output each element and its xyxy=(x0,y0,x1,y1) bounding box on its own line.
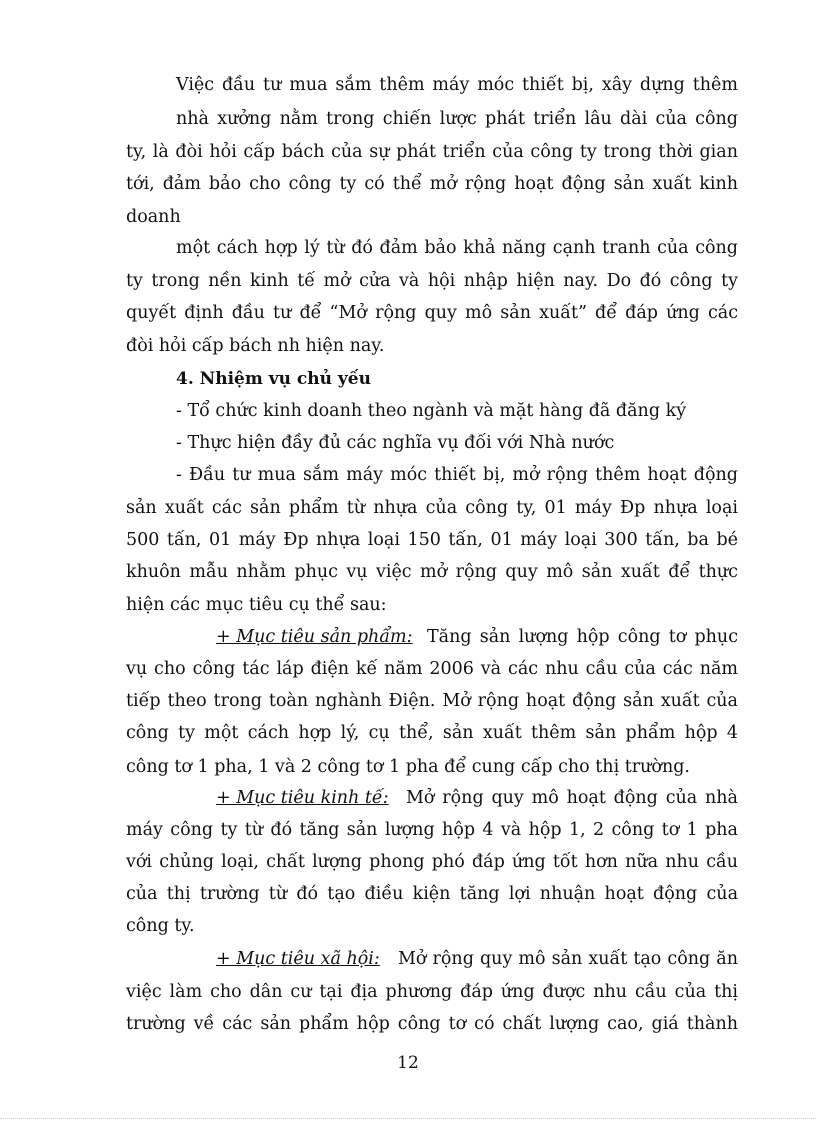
paragraph-line: một cách hợp lý từ đó đảm bảo khả năng cạnh tranh của công xyxy=(176,238,738,258)
social-goal-label xyxy=(216,948,380,970)
paragraph-line: với chủng loại, chất lượng phong phó đáp ứng tốt hơn nữa nhu cầu xyxy=(126,852,738,872)
social-goal-heading: + Mục tiêu xã hội: xyxy=(216,949,380,969)
paragraph-line: khuôn mẫu nhằm phục vụ việc mở rộng quy mô sản xuất để thực xyxy=(126,562,738,582)
paragraph-line: công ty một cách hợp lý, cụ thể, sản xuất thêm sản phẩm hộp 4 xyxy=(126,723,738,743)
list-item: - Tổ chức kinh doanh theo ngành và mặt hàng đã đăng ký xyxy=(176,401,687,421)
section-heading: 4. Nhiệm vụ chủ yếu xyxy=(176,369,371,389)
paragraph-line: việc làm cho dân cư tại địa phương đáp ứng được nhu cầu của thị xyxy=(126,982,738,1002)
page-number: 12 xyxy=(397,1053,419,1073)
paragraph-line: ty trong nền kinh tế mở cửa và hội nhập hiện nay. Do đó công ty xyxy=(126,271,738,291)
paragraph-line: 500 tấn, 01 máy Đp nhựa loại 150 tấn, 01 máy loại 300 tấn, ba bé xyxy=(126,530,738,550)
paragraph-line: nhà xưởng nằm trong chiến lược phát triển lâu dài của công xyxy=(176,109,738,129)
product-goal-heading: + Mục tiêu sản phẩm: xyxy=(216,627,413,647)
paragraph-line: vụ cho công tác láp điện kế năm 2006 và các nhu cầu của các năm xyxy=(126,659,738,679)
list-item: - Đầu tư mua sắm máy móc thiết bị, mở rộng thêm hoạt động xyxy=(176,465,738,485)
paragraph-line: của thị trường từ đó tạo điều kiện tăng lợi nhuận hoạt động của xyxy=(126,884,738,904)
paragraph-line: Mở rộng quy mô hoạt động của nhà xyxy=(406,788,738,808)
paragraph-line: đòi hỏi cấp bách nh hiện nay. xyxy=(126,336,385,356)
paragraph-line: tiếp theo trong toàn nghành Điện. Mở rộng hoạt động sản xuất của xyxy=(126,691,738,711)
paragraph-line: quyết định đầu tư để “Mở rộng quy mô sản xuất” để đáp ứng các xyxy=(126,303,738,323)
economic-goal-heading: + Mục tiêu kinh tế: xyxy=(216,788,389,808)
paragraph-line: trường về các sản phẩm hộp công tơ có chất lượng cao, giá thành xyxy=(126,1014,738,1034)
paragraph-line: công ty. xyxy=(126,916,195,936)
paragraph-line: Mở rộng quy mô sản xuất tạo công ăn xyxy=(398,949,738,969)
paragraph-line: sản xuất các sản phẩm từ nhựa của công ty, 01 máy Đp nhựa loại xyxy=(126,498,738,518)
product-goal-label xyxy=(216,626,413,648)
paragraph-line: ty, là đòi hỏi cấp bách của sự phát triển của công ty trong thời gian xyxy=(126,142,738,162)
economic-goal-label xyxy=(216,787,389,809)
paragraph-line: Việc đầu tư mua sắm thêm máy móc thiết bị, xây dựng thêm xyxy=(176,75,738,95)
paragraph-line: hiện các mục tiêu cụ thể sau: xyxy=(126,595,387,615)
paragraph-line: máy công ty từ đó tăng sản lượng hộp 4 và hộp 1, 2 công tơ 1 pha xyxy=(126,820,738,840)
paragraph-line: Tăng sản lượng hộp công tơ phục xyxy=(427,627,738,647)
page-bottom-divider xyxy=(0,1118,816,1119)
paragraph-line: công tơ 1 pha, 1 và 2 công tơ 1 pha để cung cấp cho thị trường. xyxy=(126,757,690,777)
paragraph-line: tới, đảm bảo cho công ty có thể mở rộng hoạt động sản xuất kinh xyxy=(126,174,738,194)
list-item: - Thực hiện đầy đủ các nghĩa vụ đối với Nhà nước xyxy=(176,433,615,453)
paragraph-line: doanh xyxy=(126,207,181,227)
